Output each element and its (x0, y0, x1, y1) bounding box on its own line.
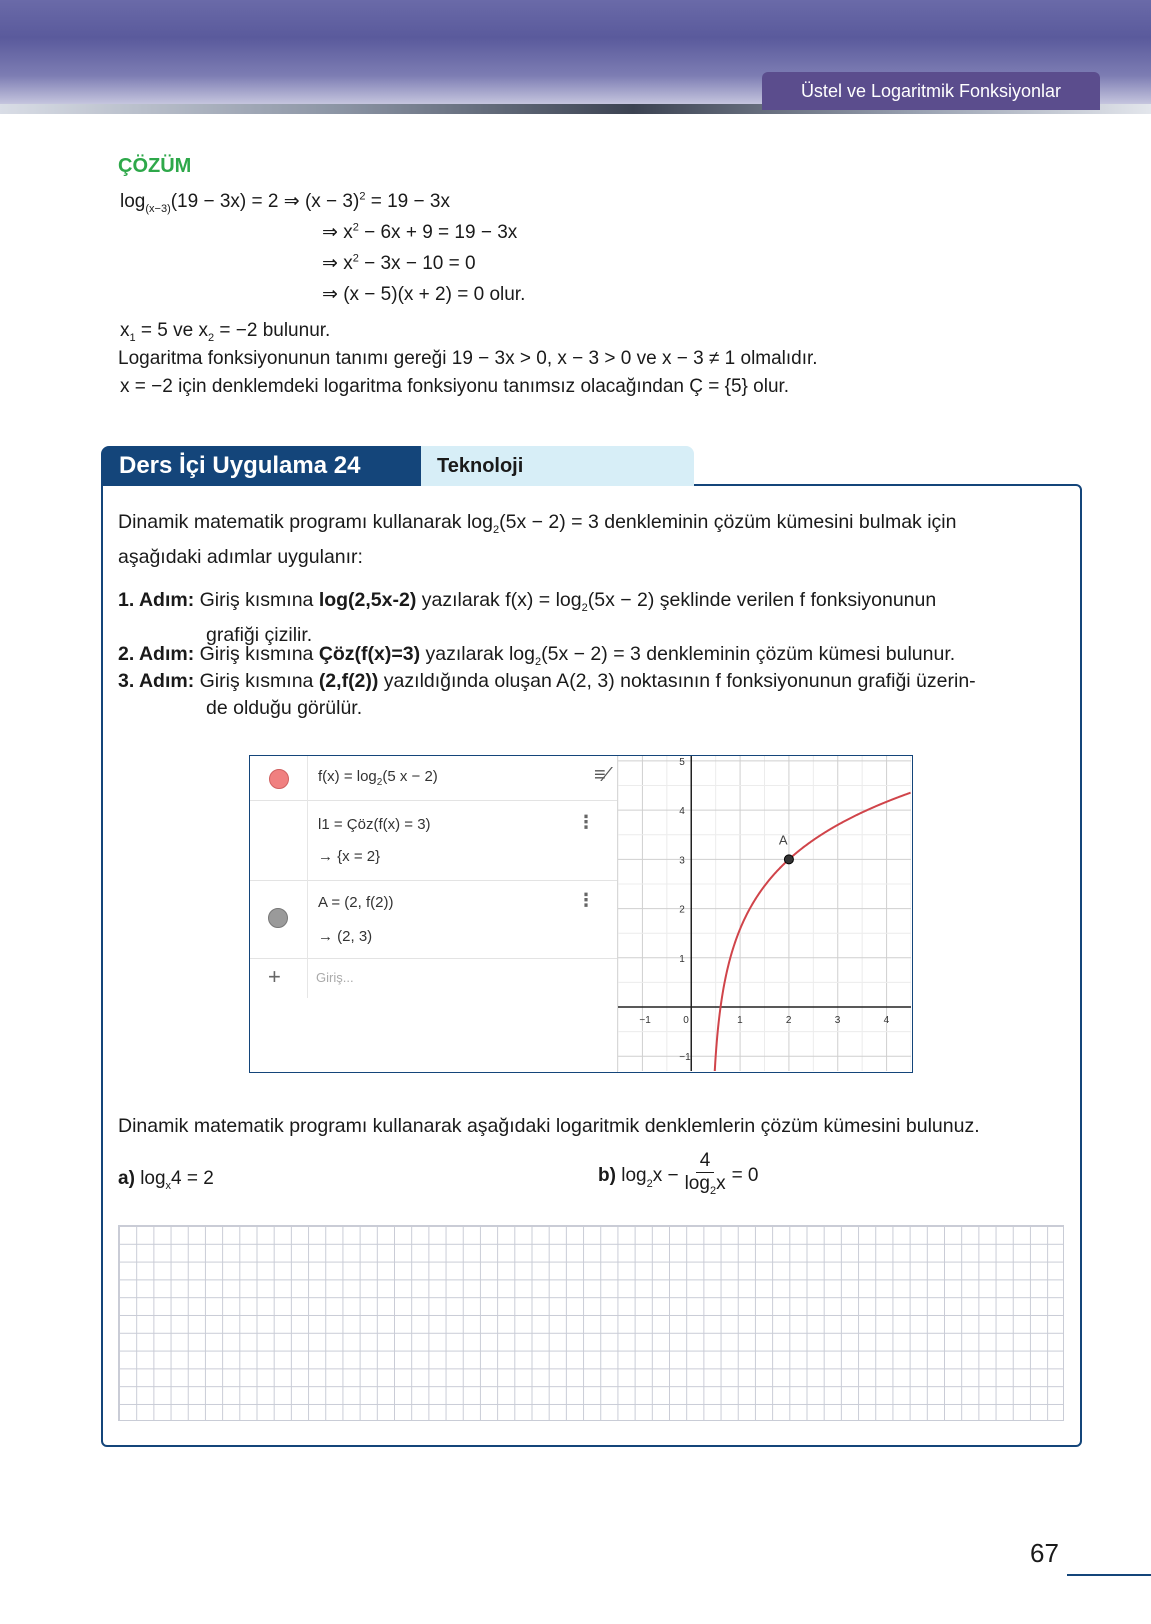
eq3-exponent: 2 (352, 252, 359, 265)
step-2-sub: 2 (535, 655, 542, 668)
intro-c: aşağıdaki adımlar uygulanır: (118, 545, 363, 568)
point-a-label: A (778, 832, 788, 848)
x-tick-label: −1 (639, 1015, 651, 1027)
chapter-title: Üstel ve Logaritmik Fonksiyonlar (762, 72, 1100, 110)
menu-glyph: ≡ (593, 764, 606, 786)
solution-domain: Logaritma fonksiyonunun tanımı gereği 19 − 3x > 0, x − 3 > 0 ve x − 3 ≠ 1 olmalıdır. (118, 348, 818, 369)
step-1-command: log(2,5x-2) (318, 589, 417, 611)
algebra-gutter (250, 800, 308, 880)
intro-b: (5x − 2) = 3 denkleminin çözüm kümesini bulmak için (499, 511, 957, 533)
question-b (598, 1150, 759, 1202)
eq2-b: − 6x + 9 = 19 − 3x (358, 222, 518, 243)
y-tick-label: −1 (679, 1052, 691, 1064)
solution-title: ÇÖZÜM (118, 155, 192, 177)
eq1-log: log (120, 191, 146, 212)
question-a-log: log (140, 1168, 166, 1189)
answer-grid[interactable] (118, 1225, 1064, 1421)
y-tick-label: 5 (679, 756, 685, 768)
task-instruction: Dinamik matematik programı kullanarak aşağıdaki logaritmik denklemlerin çözüm kümesini bulunuz. (118, 1115, 980, 1137)
step-1-b: yazılarak f(x) = log (416, 589, 582, 611)
question-b-fraction (685, 1150, 726, 1202)
question-b-mid: x − (652, 1164, 679, 1186)
x-tick-label: 0 (683, 1015, 689, 1027)
roots-c: = −2 bulunur. (214, 320, 331, 341)
style-bar-toggle-icon[interactable]: ≡⁄ (593, 764, 609, 786)
f-def-b: (5 x − 2) (382, 768, 438, 785)
page-number: 67 (1030, 1538, 1059, 1568)
step-1-label: 1. Adım: (118, 589, 195, 611)
roots-b: = 5 ve x (135, 320, 208, 341)
y-tick-label: 2 (679, 904, 685, 916)
step-3 (118, 668, 1078, 722)
step-3-b: yazıldığında oluşan A(2, 3) noktasının f fonksiyonunun grafiği üzerin- (378, 670, 976, 692)
exercise-tag: Teknoloji (421, 446, 694, 486)
graphics-view[interactable] (618, 756, 911, 1071)
algebra-a-result: → (2, 3) (318, 928, 373, 945)
solution-equation-3 (322, 252, 476, 275)
step-3-c: de olduğu görülür. (206, 697, 363, 719)
algebra-l1-command: l1 = Çöz(f(x) = 3) (318, 816, 431, 833)
eq2-exponent: 2 (352, 221, 359, 234)
more-options-icon[interactable]: ⋮ (577, 890, 595, 910)
algebra-a-command: A = (2, f(2)) (318, 894, 394, 911)
visibility-dot-f[interactable] (269, 769, 289, 789)
solution-equation-1 (120, 190, 450, 215)
roots-sub-1: 1 (129, 331, 136, 344)
intro-sub: 2 (492, 523, 500, 536)
step-1-a: Giriş kısmına (194, 589, 319, 611)
step-2-label: 2. Adım: (118, 643, 195, 665)
fraction-numerator: 4 (696, 1150, 715, 1173)
x-tick-label: 2 (785, 1015, 792, 1027)
exercise-title: Ders İçi Uygulama 24 (101, 446, 421, 486)
step-2-c: (5x − 2) = 3 denkleminin çözüm kümesi bulunur. (541, 643, 956, 665)
eq3-b: − 3x − 10 = 0 (358, 253, 476, 274)
step-3-label: 3. Adım: (118, 670, 195, 692)
roots-sub-2: 2 (207, 331, 215, 344)
den-x: x (716, 1173, 726, 1194)
roots-a: x (120, 320, 130, 341)
question-b-end: = 0 (731, 1164, 759, 1186)
solution-roots (120, 320, 330, 344)
plus-icon[interactable]: + (268, 964, 281, 989)
f-def-sub: 2 (376, 777, 383, 788)
algebra-row-f[interactable] (250, 756, 617, 801)
step-1 (118, 587, 1068, 649)
algebra-input-row[interactable] (250, 958, 617, 998)
point-a-marker (784, 855, 793, 864)
algebra-l1-result: → {x = 2} (318, 848, 381, 865)
step-2-a: Giriş kısmına (194, 643, 319, 665)
algebra-row-l1[interactable] (250, 800, 617, 881)
fraction-denominator (685, 1173, 726, 1202)
y-tick-label: 1 (679, 953, 685, 965)
question-a-label: a) (118, 1168, 135, 1189)
eq3-a: ⇒ x (322, 253, 353, 274)
visibility-dot-a[interactable] (268, 908, 288, 928)
step-3-a: Giriş kısmına (194, 670, 319, 692)
intro-a: Dinamik matematik programı kullanarak log (118, 511, 493, 533)
geogebra-window (249, 755, 913, 1073)
page-number-rule (1067, 1574, 1151, 1576)
question-b-log: log (621, 1164, 647, 1186)
question-b-sub: 2 (646, 1177, 653, 1190)
x-tick-label: 1 (737, 1015, 743, 1027)
eq2-a: ⇒ x (322, 222, 353, 243)
f-def-a: f(x) = log (318, 768, 377, 785)
eq1-base: (x−3) (145, 202, 171, 215)
input-bar[interactable]: Giriş... (316, 970, 354, 985)
step-1-sub: 2 (581, 601, 588, 614)
eq1-exponent: 2 (359, 190, 366, 203)
question-b-label: b) (598, 1164, 616, 1186)
eq1-end: = 19 − 3x (365, 191, 450, 212)
step-2-b: yazılarak log (420, 643, 535, 665)
exercise-intro (118, 509, 1058, 571)
solution-conclusion: x = −2 için denklemdeki logaritma fonksiyonu tanımsız olacağından Ç = {5} olur. (120, 376, 790, 397)
eq1-rest: (19 − 3x) = 2 ⇒ (x − 3) (170, 191, 360, 212)
den-log: log (684, 1173, 710, 1194)
question-a-rest: 4 = 2 (171, 1168, 214, 1189)
solution-equation-2 (322, 221, 517, 244)
solution-equation-4: ⇒ (x − 5)(x + 2) = 0 olur. (322, 284, 526, 305)
step-1-d: grafiği çizilir. (206, 623, 313, 646)
question-a (118, 1168, 214, 1192)
more-options-icon[interactable]: ⋮ (577, 812, 595, 832)
y-tick-label: 3 (679, 855, 685, 867)
step-1-c: (5x − 2) şeklinde verilen f fonksiyonunun (587, 589, 937, 611)
x-tick-label: 4 (883, 1015, 890, 1027)
den-sub: 2 (709, 1184, 717, 1197)
y-tick-label: 4 (679, 806, 685, 818)
algebra-f-definition (318, 768, 438, 788)
question-a-sub: x (165, 1179, 172, 1192)
step-2-command: Çöz(f(x)=3) (318, 643, 421, 665)
x-tick-label: 3 (834, 1015, 841, 1027)
step-3-command: (2,f(2)) (318, 670, 379, 692)
algebra-row-a[interactable] (250, 880, 617, 959)
